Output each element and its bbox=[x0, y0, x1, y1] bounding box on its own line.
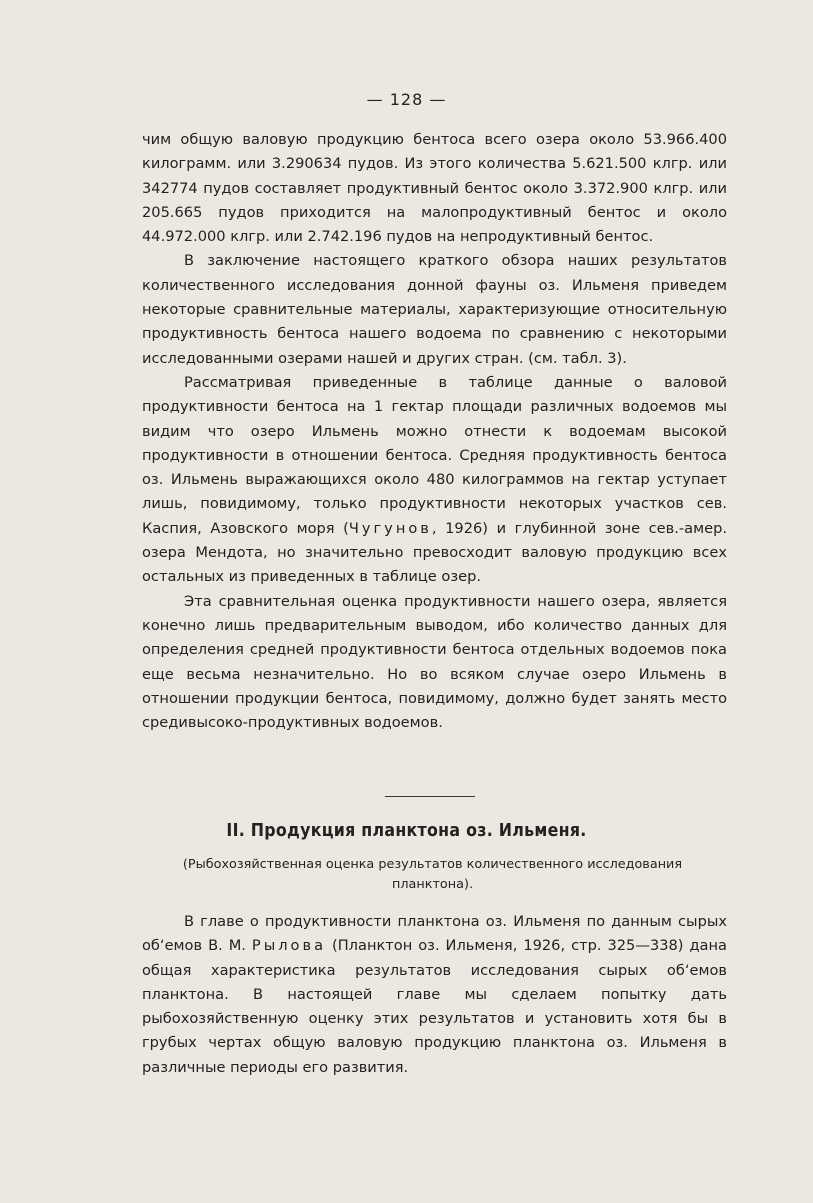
section-subtitle: (Рыбохозяйственная оценка результатов количественного исследования планктона). bbox=[182, 857, 683, 892]
text-segment: В главе о продуктивности планктона оз. Ильменя по данным сырых об‘емов В. М. bbox=[142, 913, 727, 955]
section-divider bbox=[385, 796, 475, 797]
paragraph-comparison bbox=[142, 371, 727, 590]
author-name: Рылова bbox=[251, 937, 327, 955]
page-number: — 128 — bbox=[366, 90, 447, 109]
body-text-bottom bbox=[142, 910, 727, 1080]
paragraph-evaluation: Эта сравнительная оценка продуктивности нашего озера, является конечно лишь предварительным выводом, ибо количество данных для определения средней продуктивности бентоса отдельных водоемов пока еще весьма незначительно. Но во всяком случае озеро Ильмень в отношении продукции бентоса, повидимому, должно будет занять место средивысоко-продуктивных водоемов. bbox=[142, 592, 727, 732]
section-title: II. Продукция планктона оз. Ильменя. bbox=[226, 820, 587, 841]
text-segment: (Планктон оз. Ильменя, 1926, стр. 325—338) дана общая характеристика результатов исследования сырых об‘емов планктона. В настоящей главе мы сделаем попытку дать рыбохозяйственную оценку этих результатов и установить хотя бы в грубых чертах общую валовую продукцию планктона оз. Ильменя в различные периоды его развития. bbox=[142, 937, 727, 1076]
paragraph-bentos-total: чим общую валовую продукцию бентоса всего озера около 53.966.400 килограмм. или 3.290634 пудов. Из этого количества 5.621.500 клгр. или 342774 пудов составляет продуктивный бентос около 3.372.900 клгр. или 205.665 пудов приходится на малопродуктивный бентос и около 44.972.000 клгр. или 2.742.196 пудов на непродуктивный бентос. bbox=[142, 131, 727, 246]
text-segment: Рассматривая приведенные в таблице данные о валовой продуктивности бентоса на 1 гектар площади различных водоемов мы видим что озеро Ильмень можно отнести к водоемам высокой продуктивности в отношении бентоса. Средняя продуктивность бентоса оз. Ильмень выражающихся около 480 килограммов на гектар уступает лишь, повидимому, только продуктивности некоторых участков сев. Каспия, Азовского моря ( bbox=[142, 373, 727, 537]
author-name: Чугунов bbox=[348, 519, 432, 537]
paragraph-plankton bbox=[142, 910, 727, 1080]
text-segment: , 1926) и глубинной зоне сев.-амер. озера Мендота, но значительно превосходит валовую продукцию всех остальных из приведенных в таблице озер. bbox=[142, 519, 727, 586]
paragraph-conclusion: В заключение настоящего краткого обзора наших результатов количественного исследования донной фауны оз. Ильменя приведем некоторые сравнительные материалы, характеризующие относительную продуктивность бентоса нашего водоема по сравнению с некоторыми исследованными озерами нашей и других стран. (см. табл. 3). bbox=[142, 252, 727, 367]
body-text-top bbox=[142, 128, 727, 735]
